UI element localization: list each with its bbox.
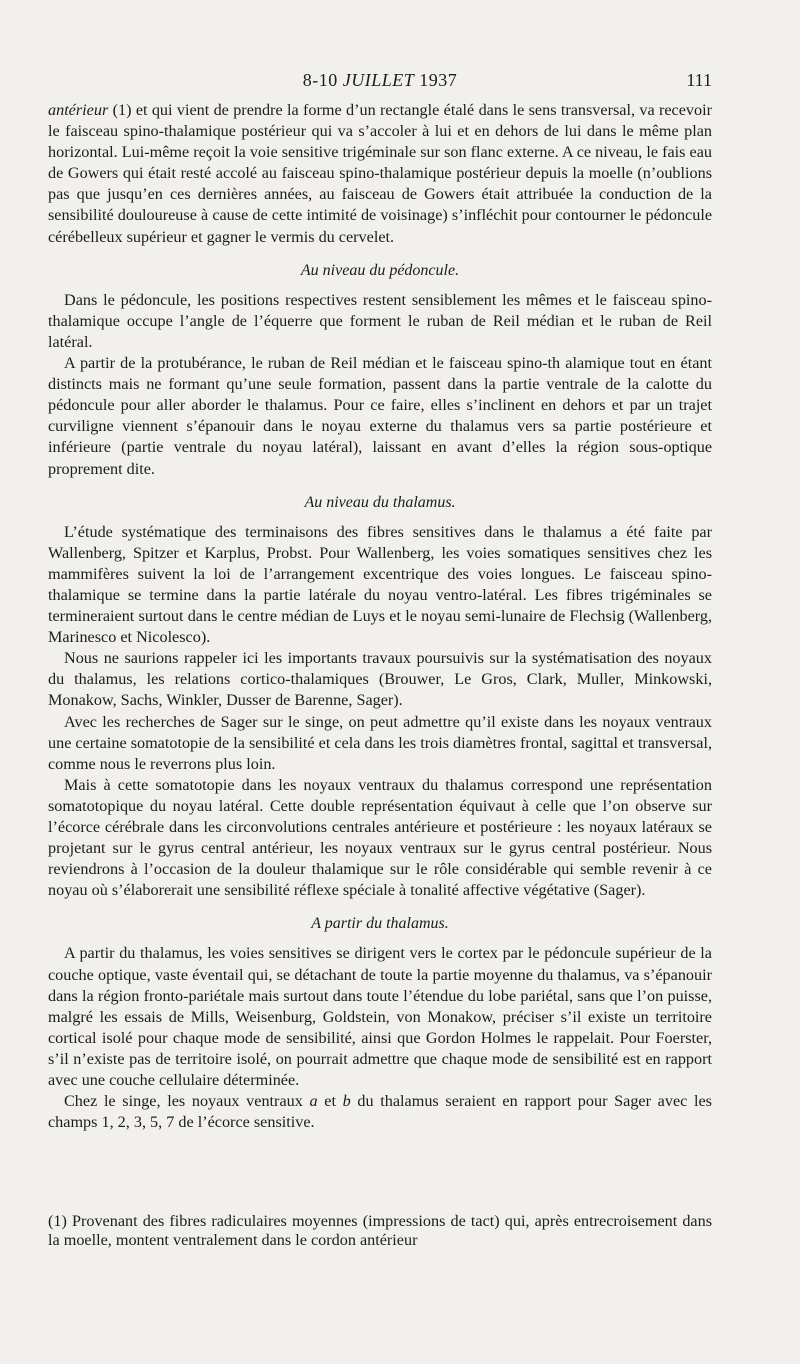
section-heading-thalamus: Au niveau du thalamus. <box>304 493 456 511</box>
title-date-range: 8-10 <box>302 70 338 90</box>
paragraph-5: Nous ne saurions rappeler ici les importants travaux poursuivis sur la systématisation des noyaux du thalamus, les relations cortico-thalamiques (Brouwer, Le Gros, Clark, Muller, Minkowski, Monakow, Sachs, Winkler, Dusser de Barenne, Sager). <box>48 649 712 710</box>
nucleus-b-label: b <box>342 1092 351 1111</box>
page-header <box>48 70 712 96</box>
body-text <box>48 100 712 1133</box>
paragraph-9-text-b: et <box>317 1092 343 1111</box>
paragraph-2: Dans le pédoncule, les positions respectives restent sensiblement les mêmes et le faisceau spino-thalamique occupe l’angle de l’équerre que forment le ruban de Reil médian et le ruban de Reil latéral. <box>48 290 712 351</box>
section-heading-pedoncule: Au niveau du pédoncule. <box>300 261 460 279</box>
nucleus-a-label: a <box>309 1092 318 1111</box>
page-number: 111 <box>686 70 712 90</box>
paragraph-1-lead: antérieur <box>48 101 109 119</box>
section-heading-partir: A partir du thalamus. <box>311 915 449 933</box>
paragraph-9-text-a: Chez le singe, les noyaux ventraux <box>64 1092 310 1111</box>
paragraph-7: Mais à cette somatotopie dans les noyaux ventraux du thalamus correspond une représentation somatotopique du noyau latéral. Cette double représentation équivaut à celle que l’on observe sur l’écorce cérébrale dans les circonvolutions centrales antérieure et postérieure : les noyaux latéraux se projetant sur le gyrus central antérieur, les noyaux ventraux sur le gyrus central postérieur. Nous reviendrons à l’occasion de la douleur thalamique sur le rôle considérable qui semble revenir à ce noyau où s’élaborerait une sensibilité réflexe spéciale à tonalité affective végétative (Sager). <box>48 775 712 900</box>
paragraph-1-text: (1) et qui vient de prendre la forme d’un rectangle étalé dans le sens transversal, va recevoir le faisceau spino-thalamique postérieur qui va s’accoler à lui et en dehors de lui dans le même plan horizontal. Lui-même reçoit la voie sensitive trigéminale sur son flanc externe. A ce niveau, le fais eau de Gowers qui était resté accolé au faisceau spino-thalamique postérieur depuis la moelle (n’oublions pas que jusqu’en ces dernières années, au faisceau de Gowers était attribuée la conduction de la sensibilité douloureuse à cause de cette intimité de voisinage) s’infléchit pour contourner le pédoncule cérébelleux supérieur et gagner le vermis du cervelet. <box>48 101 712 246</box>
paragraph-9 <box>48 1091 712 1133</box>
paragraph-8: A partir du thalamus, les voies sensitives se dirigent vers le cortex par le pédoncule supérieur de la couche optique, vaste éventail qui, se détachant de toute la partie moyenne du thalamus, va s’épanouir dans la région fronto-pariétale mais surtout dans toute l’étendue du lobe pariétal, sans que l’on puisse, malgré les essais de Mills, Weisenburg, Goldstein, von Monakow, préciser s’il existe un territoire cortical isolé pour chaque mode de sensibilité, ainsi que Gordon Holmes le rappelait. Pour Foerster, s’il n’existe pas de territoire isolé, on pourrait admettre que chaque mode de sensibilité est en rapport avec une couche cellulaire déterminée. <box>48 944 712 1090</box>
paragraph-4: L’étude systématique des terminaisons des fibres sensitives dans le thalamus a été faite par Wallenberg, Spitzer et Karplus, Probst. Pour Wallenberg, les voies somatiques sensitives chez les mammifères suivent la loi de l’arrangement excentrique des voies longues. Le faisceau spino-thalamique se termine dans la partie latérale du noyau ventro-latéral. Les fibres trigéminales se termineraient surtout dans le centre médian de Luys et le noyau semi-lunaire de Flechsig (Wallenberg, Marinesco et Nicolesco). <box>48 522 712 647</box>
footnote: (1) Provenant des fibres radiculaires moyennes (impressions de tact) qui, après entrecroisement dans la moelle, montent ventralement dans le cordon antérieur <box>48 1212 712 1249</box>
paragraph-6: Avec les recherches de Sager sur le singe, on peut admettre qu’il existe dans les noyaux ventraux une certaine somatotopie de la sensibilité et cela dans les trois diamètres frontal, sagittal et transversal, comme nous le reverrons plus loin. <box>48 712 712 773</box>
title-month: JUILLET <box>342 70 415 90</box>
paragraph-9-text-c: du thalamus seraient en rapport pour Sager avec les champs 1, 2, 3, 5, 7 de l’écorce sensitive. <box>48 1092 712 1132</box>
paragraph-3: A partir de la protubérance, le ruban de Reil médian et le faisceau spino-th alamique tout en étant distincts mais ne formant qu’une seule formation, passent dans la partie ventrale de la calotte du pédoncule pour aller aborder le thalamus. Pour ce faire, elles s’inclinent en dehors et par un trajet curviligne viennent s’épanouir dans le noyau externe du thalamus vers sa partie postérieure et inférieure (partie ventrale du noyau latéral), laissant en avant d’elles la région sous-optique proprement dite. <box>48 354 712 478</box>
title-year: 1937 <box>419 70 458 90</box>
running-title <box>48 70 712 91</box>
paragraph-1 <box>48 100 712 248</box>
